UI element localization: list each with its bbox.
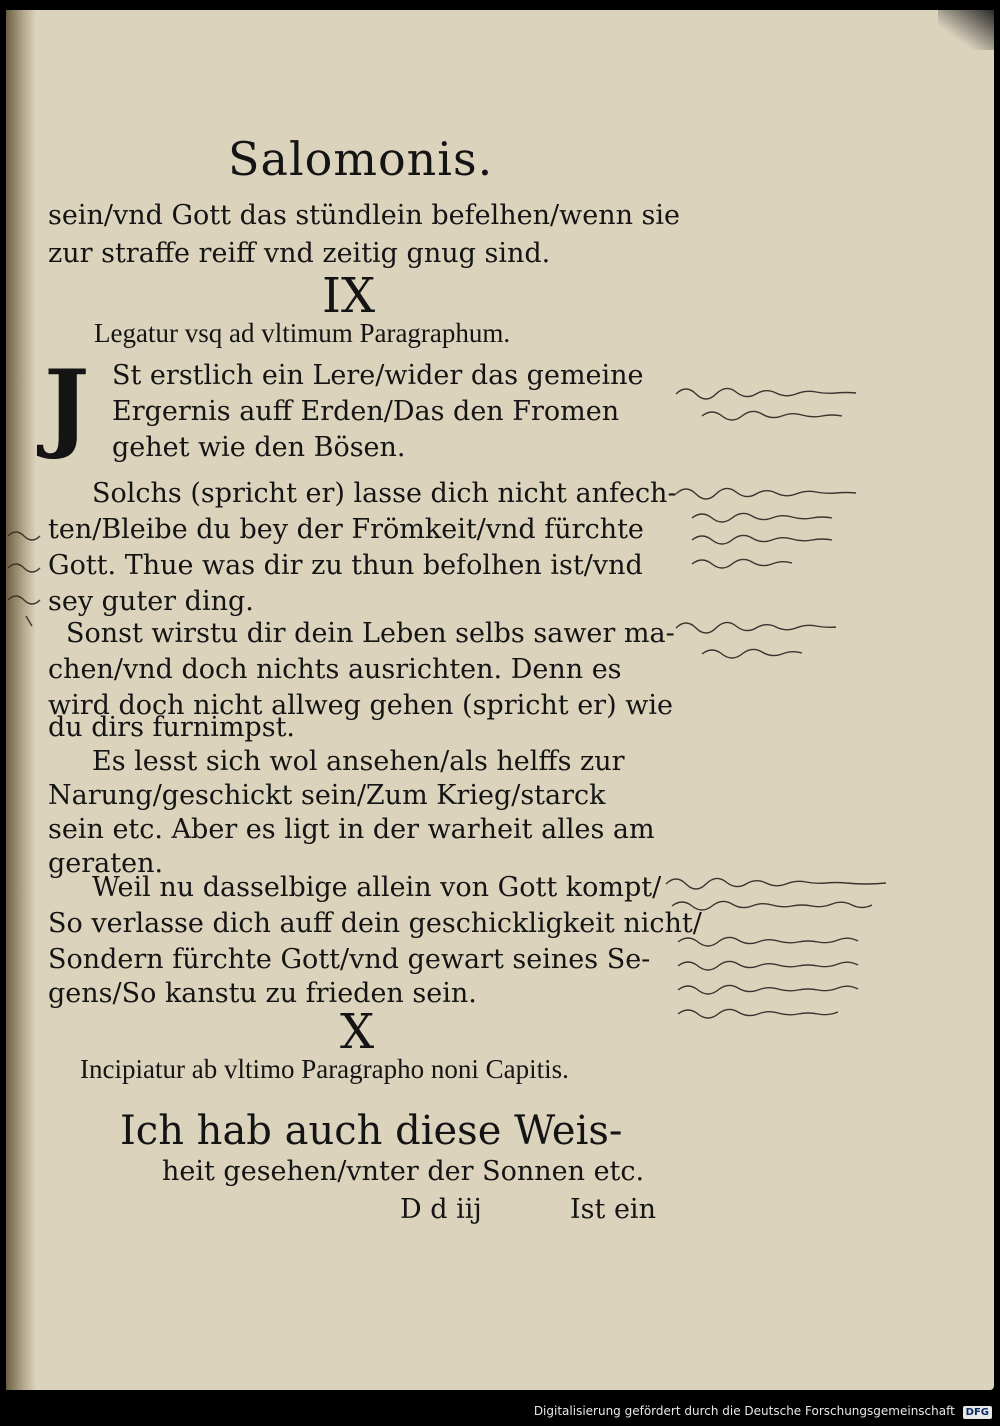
x-line-1: Ich hab auch diese Weis- <box>120 1108 623 1154</box>
ix-body-line-1: Solchs (spricht er) lasse dich nicht anfech- <box>92 478 677 509</box>
marginal-note-1 <box>672 376 872 426</box>
ix-body-line-14: So verlasse dich auff dein geschickligkeit nicht/ <box>48 908 702 939</box>
chapter-ix-numeral: IX <box>322 268 376 324</box>
x-line-2: heit gesehen/vnter der Sonnen etc. <box>162 1156 645 1187</box>
chapter-x-rubric: Incipiatur ab vltimo Paragrapho noni Capitis. <box>80 1054 569 1084</box>
ix-body-line-3: Gott. Thue was dir zu thun befolhen ist/vnd <box>48 550 643 581</box>
drop-capital: J <box>44 349 90 462</box>
ix-body-line-12: geraten. <box>48 848 164 879</box>
ix-paragraph-line-1: St erstlich ein Lere/wider das gemeine <box>112 360 644 391</box>
footer-credit <box>534 1404 992 1419</box>
marginal-note-3 <box>672 612 872 668</box>
ix-body-line-9: Es lesst sich wol ansehen/als helffs zur <box>92 746 625 777</box>
ix-body-line-5: Sonst wirstu dir dein Leben selbs sawer ma- <box>66 618 675 649</box>
marginal-note-4 <box>662 868 902 1038</box>
ix-body-line-4: sey guter ding. <box>48 586 254 617</box>
footer-text: Digitalisierung gefördert durch die Deutsche Forschungsgemeinschaft <box>533 1404 955 1418</box>
marginal-note-2 <box>672 478 872 578</box>
text-line-top-1: sein/vnd Gott das stündlein befelhen/wenn sie <box>48 200 681 231</box>
ix-body-line-6: chen/vnd doch nichts ausrichten. Denn es <box>48 654 622 685</box>
left-margin-note <box>6 522 46 632</box>
ix-body-line-8: du dirs furnimpst. <box>48 712 296 743</box>
ix-body-line-13: Weil nu dasselbige allein von Gott kompt/ <box>92 872 662 903</box>
dfg-logo: DFG <box>963 1406 992 1419</box>
chapter-x-numeral: X <box>340 1004 375 1060</box>
ix-body-line-15: Sondern fürchte Gott/vnd gewart seines Se- <box>48 944 651 975</box>
ix-body-line-16: gens/So kanstu zu frieden sein. <box>48 978 477 1009</box>
catchword: Ist ein <box>570 1194 656 1225</box>
signature-mark: D d iij <box>400 1194 482 1225</box>
page-corner-shadow <box>938 10 994 50</box>
chapter-ix-rubric: Legatur vsq ad vltimum Paragraphum. <box>94 318 511 348</box>
text-line-top-2: zur straffe reiff vnd zeitig gnug sind. <box>48 238 551 269</box>
page-gutter <box>6 10 36 1390</box>
ix-body-line-11: sein etc. Aber es ligt in der warheit alles am <box>48 814 655 845</box>
ix-body-line-7: wird doch nicht allweg gehen (spricht er) wie <box>48 690 673 721</box>
ix-paragraph-line-2: Ergernis auff Erden/Das den Fromen <box>112 396 620 427</box>
ix-body-line-2: ten/Bleibe du bey der Frömkeit/vnd fürchte <box>48 514 644 545</box>
running-head: Salomonis. <box>228 132 494 186</box>
ix-body-line-10: Narung/geschickt sein/Zum Krieg/starck <box>48 780 606 811</box>
ix-paragraph-line-3: gehet wie den Bösen. <box>112 432 406 463</box>
